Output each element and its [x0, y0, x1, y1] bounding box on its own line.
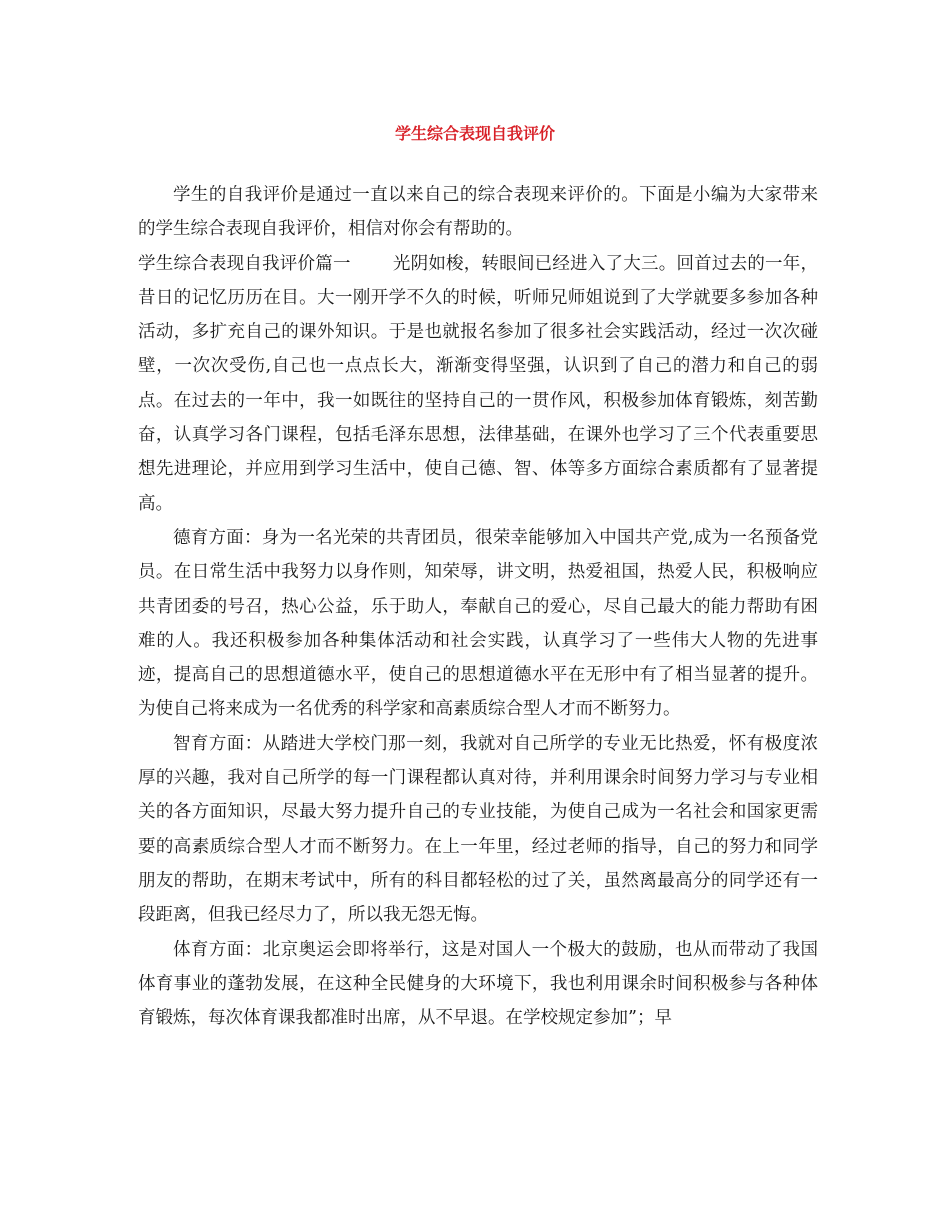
intellectual-paragraph: 智育方面：从踏进大学校门那一刻，我就对自己所学的专业无比热爱，怀有极度浓厚的兴趣，我对自己所学的每一门课程都认真对待，并利用课余时间努力学习与专业相关的各方面知识，尽最大努力提升自己的专业技能，为使自己成为一名社会和国家更需要的高素质综合型人才而不断努力。在上一年里，经过老师的指导，自己的努力和同学朋友的帮助，在期末考试中，所有的科目都轻松的过了关，虽然离最高分的同学还有一段距离，但我已经尽力了，所以我无怨无悔。 — [138, 733, 818, 926]
physical-paragraph: 体育方面：北京奥运会即将举行，这是对国人一个极大的鼓励，也从而带动了我国体育事业的蓬勃发展，在这种全民健身的大环境下，我也利用课余时间积极参与各种体育锻炼，每次体育课我都准时出席，从不早退。在学校规定参加”；早 — [138, 939, 818, 1029]
section-first-paragraph: 光阴如梭，转眼间已经进入了大三。回首过去的一年，昔日的记忆历历在目。大一刚开学不久的时候，听师兄师姐说到了大学就要多参加各种活动，多扩充自己的课外知识。于是也就报名参加了很多社会实践活动，经过一次次碰壁，一次次受伤,自己也一点点长大，渐渐变得坚强，认识到了自己的潜力和自己的弱点。在过去的一年中，我一如既往的坚持自己的一贯作风，积极参加体育锻炼，刻苦勤奋，认真学习各门课程，包括毛泽东思想，法律基础，在课外也学习了三个代表重要思想先进理论，并应用到学习生活中，使自己德、智、体等多方面综合素质都有了显著提高。 — [138, 253, 819, 514]
moral-paragraph: 德育方面：身为一名光荣的共青团员，很荣幸能够加入中国共产党,成为一名预备党员。在日常生活中我努力以身作则，知荣辱，讲文明，热爱祖国，热爱人民，积极响应共青团委的号召，热心公益，乐于助人，奉献自己的爱心，尽自己最大的能力帮助有困难的人。我还积极参加各种集体活动和社会实践，认真学习了一些伟大人物的先进事迹，提高自己的思想道德水平，使自己的思想道德水平在无形中有了相当显著的提升。为使自己将来成为一名优秀的科学家和高素质综合型人才而不断努力。 — [138, 527, 818, 720]
intro-paragraph: 学生的自我评价是通过一直以来自己的综合表现来评价的。下面是小编为大家带来的学生综合表现自我评价，相信对你会有帮助的。 — [138, 185, 818, 240]
section-heading: 学生综合表现自我评价篇一 — [138, 253, 351, 274]
section-one-paragraph — [138, 247, 818, 521]
document-body — [138, 178, 818, 1035]
document-title: 学生综合表现自我评价 — [394, 124, 555, 143]
